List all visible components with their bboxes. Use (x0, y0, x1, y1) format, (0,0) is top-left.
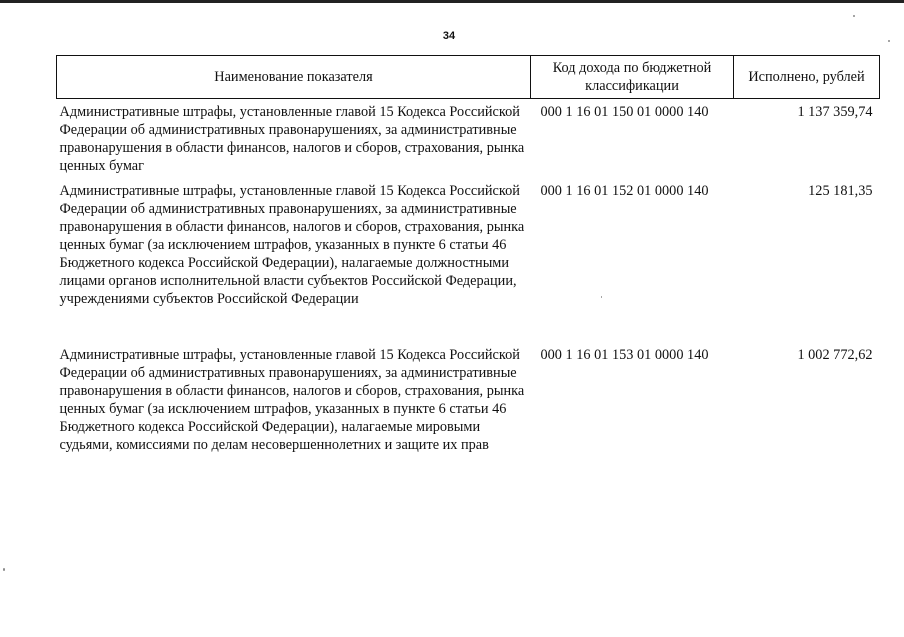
table-header (57, 56, 880, 99)
top-border-rule (0, 0, 904, 3)
row-revenue-code: 000 1 16 01 150 01 0000 140 (540, 104, 709, 120)
page-number: 34 (442, 30, 456, 42)
header-indicator-name: Наименование показателя (57, 56, 531, 99)
table-body (57, 99, 880, 477)
header-executed-amount: Исполнено, рублей (734, 56, 880, 99)
table-header-row (57, 56, 880, 99)
row-indicator-name: Административные штрафы, установленные главой 15 Кодекса Российской Федерации об административных правонарушениях, за административные правонарушения в области финансов, налогов и сборов, страхования, рынка ценных бумаг (за исключением штрафов, указанных в пункте 6 статьи 46 Бюджетного кодекса Российской Федерации), налагаемые должностными лицами органов исполнительной власти субъектов Российской Федерации, учреждениями субъектов Российской Федерации (59, 183, 525, 307)
row-executed-amount: 1 137 359,74 (797, 104, 873, 120)
row-indicator-name: Административные штрафы, установленные главой 15 Кодекса Российской Федерации об административных правонарушениях, за административные правонарушения в области финансов, налогов и сборов, страхования, рынка ценных бумаг (за исключением штрафов, указанных в пункте 6 статьи 46 Бюджетного кодекса Российской Федерации), налагаемые мировыми судьями, комиссиями по делам несовершеннолетних и защите их прав (59, 347, 525, 453)
table-row (57, 346, 880, 476)
scan-speck (3, 568, 5, 571)
scan-speck (888, 40, 890, 42)
header-revenue-code: Код дохода по бюджетной классификации (531, 56, 734, 99)
budget-revenue-table (56, 55, 880, 476)
row-revenue-code: 000 1 16 01 152 01 0000 140 (540, 183, 709, 199)
row-indicator-name: Административные штрафы, установленные главой 15 Кодекса Российской Федерации об административных правонарушениях, за административные правонарушения в области финансов, налогов и сборов, страхования, рынка ценных бумаг (59, 104, 525, 174)
row-executed-amount: 125 181,35 (808, 183, 873, 199)
table-row (57, 99, 880, 176)
scan-speck (601, 296, 602, 298)
row-executed-amount: 1 002 772,62 (797, 347, 873, 363)
scan-speck (853, 15, 855, 17)
row-revenue-code: 000 1 16 01 153 01 0000 140 (540, 347, 709, 363)
table-row (57, 175, 880, 346)
